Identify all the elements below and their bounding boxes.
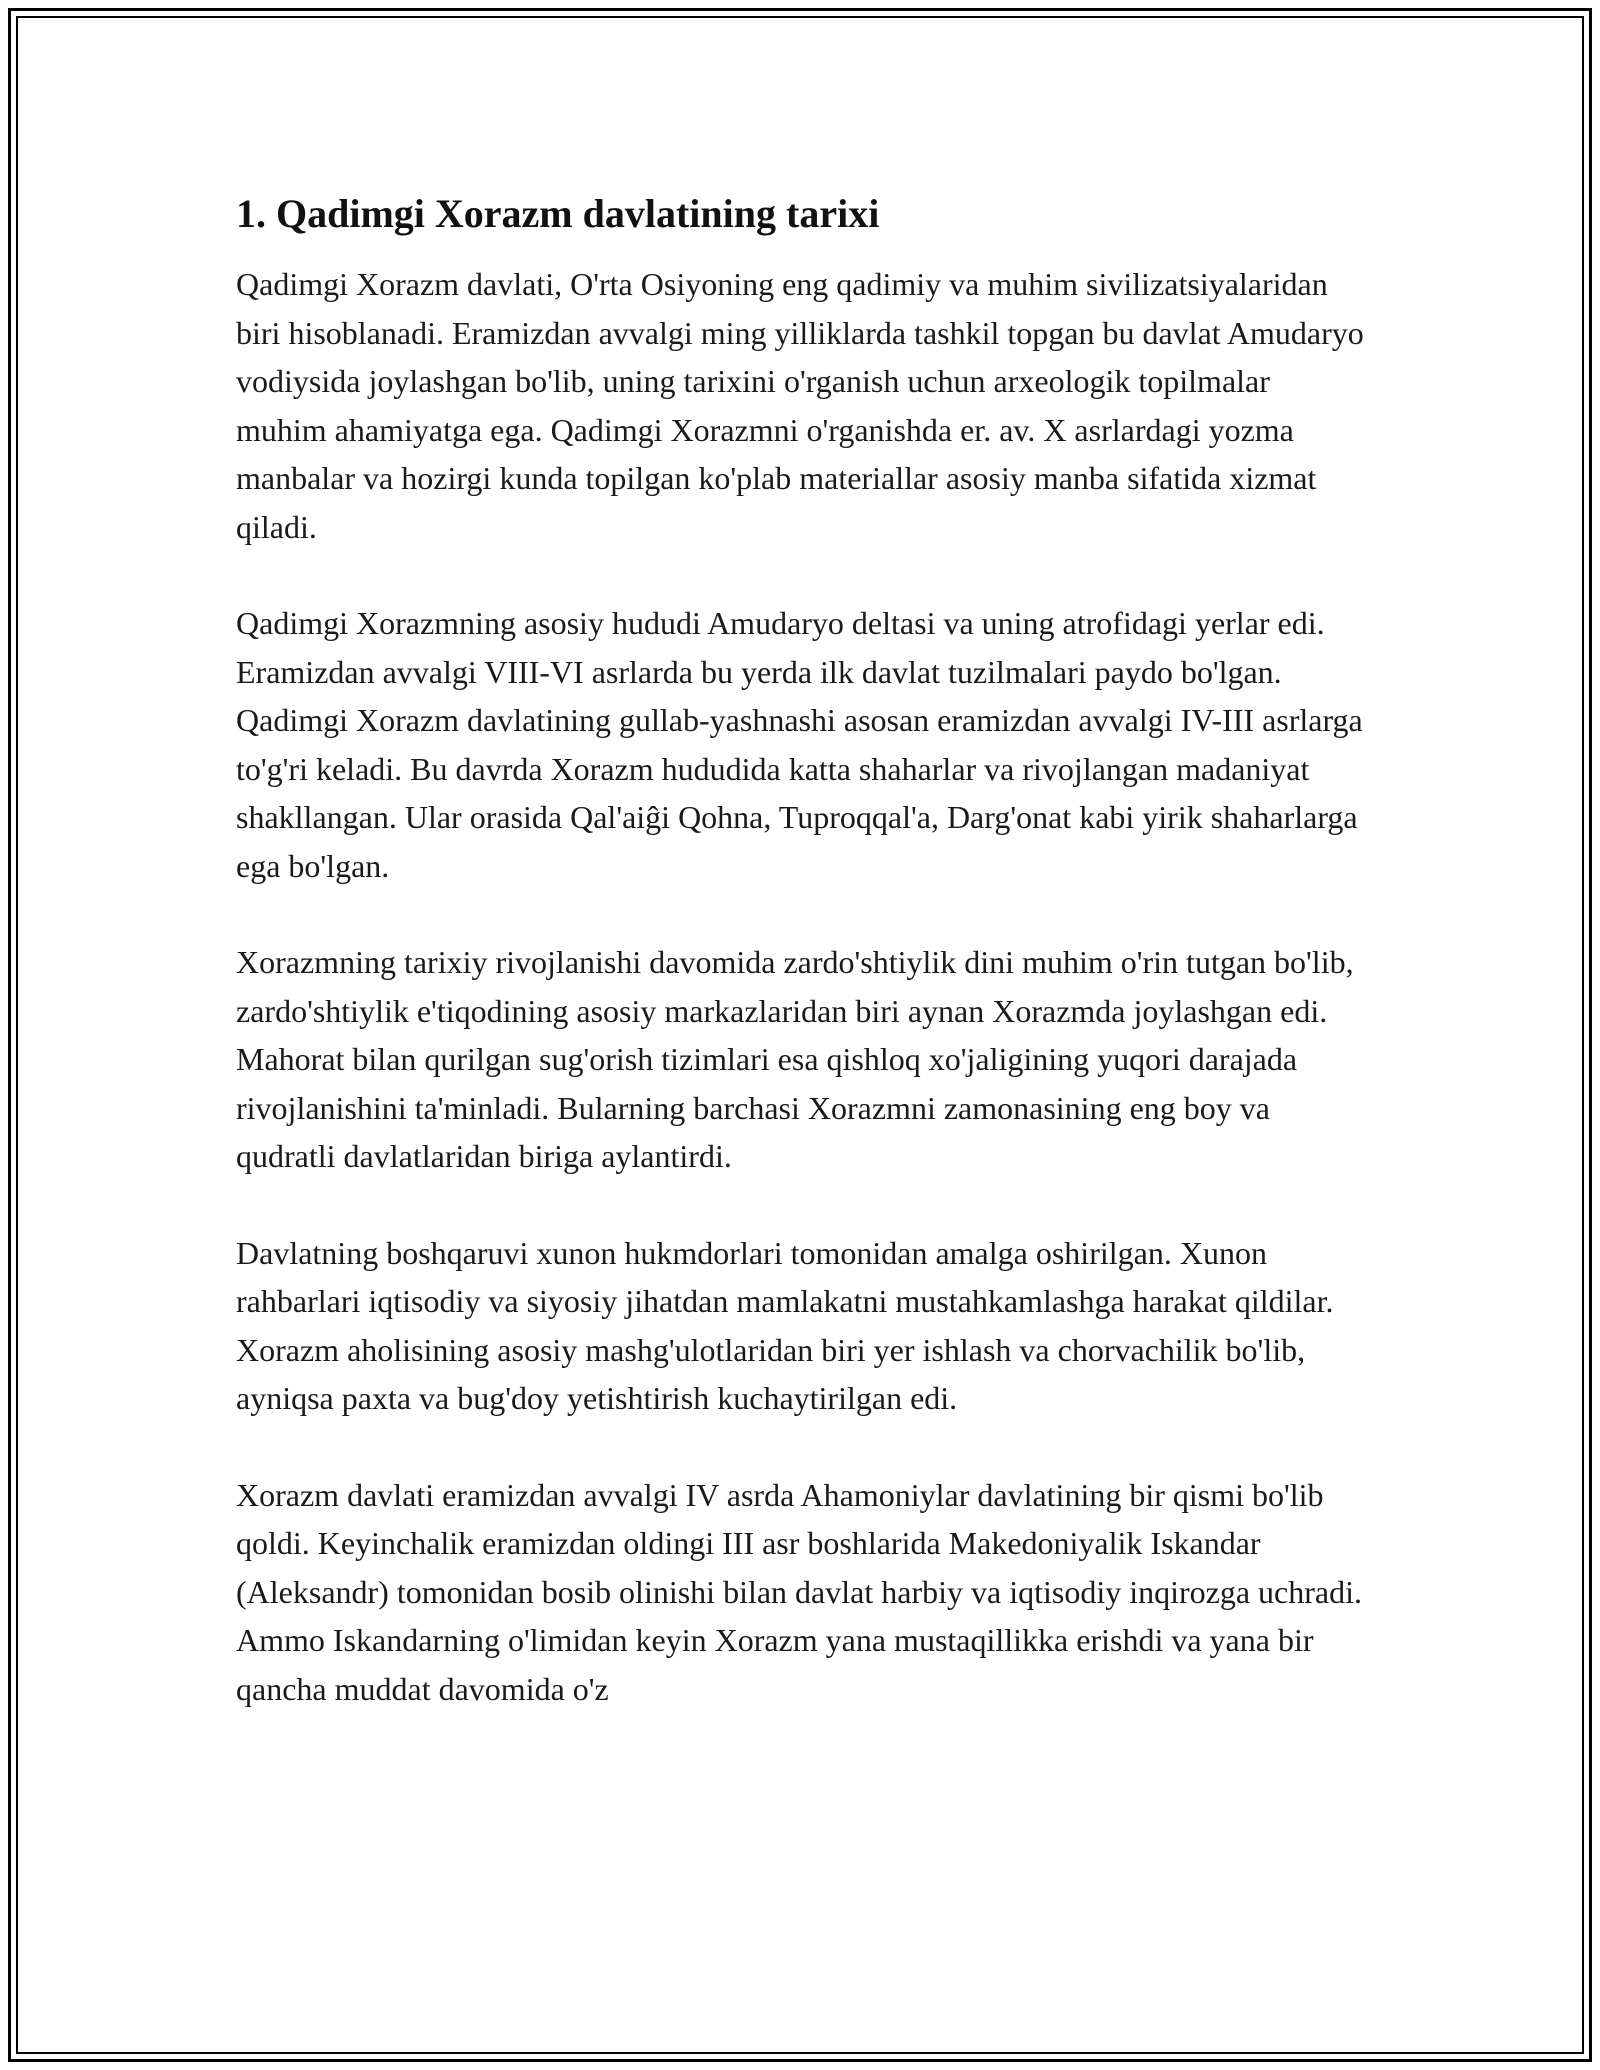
paragraph-3: Xorazmning tarixiy rivojlanishi davomida zardo'shtiylik dini muhim o'rin tutgan bo'lib, zardo'shtiylik e'tiqodining asosiy markazlaridan biri aynan Xorazmda joylashgan edi. Mahorat bilan qurilgan sug'orish tizimlari esa qishloq xo'jaligining yuqori darajada rivojlanishini ta'minladi. Bularning barchasi Xorazmni zamonasining eng boy va qudratli davlatlaridan biriga aylantirdi. bbox=[236, 944, 1354, 1174]
document-body bbox=[236, 188, 1366, 1761]
paragraph-5: Xorazm davlati eramizdan avvalgi IV asrda Ahamoniylar davlatining bir qismi bo'lib qoldi. Keyinchalik eramizdan oldingi III asr boshlarida Makedoniyalik Iskandar (Aleksandr) tomonidan bosib olinishi bilan davlat harbiy va iqtisodiy inqirozga uchradi. Ammo Iskandarning o'limidan keyin Xorazm yana mustaqillikka erishdi va yana bir qancha muddat davomida o'z bbox=[236, 1476, 1362, 1707]
paragraph-2: Qadimgi Xorazmning asosiy hududi Amudaryo deltasi va uning atrofidagi yerlar edi. Eramizdan avvalgi VIII-VI asrlarda bu yerda ilk davlat tuzilmalari paydo bo'lgan. Qadimgi Xorazm davlatining gullab-yashnashi asosan eramizdan avvalgi IV-III asrlarga to'g'ri keladi. Bu davrda Xorazm hududida katta shaharlar va rivojlangan madaniyat shakllangan. Ular orasida Qal'aiĝi Qohna, Tuproqqal'a, Darg'onat kabi yirik shaharlarga ega bo'lgan. bbox=[236, 605, 1363, 884]
section-heading: 1. Qadimgi Xorazm davlatining tarixi bbox=[236, 191, 880, 236]
paragraph-1: Qadimgi Xorazm davlati, O'rta Osiyoning eng qadimiy va muhim sivilizatsiyalaridan biri hisoblanadi. Eramizdan avvalgi ming yilliklarda tashkil topgan bu davlat Amudaryo vodiysida joylashgan bo'lib, uning tarixini o'rganish uchun arxeologik topilmalar muhim ahamiyatga ega. Qadimgi Xorazmni o'rganishda er. av. X asrlardagi yozma manbalar va hozirgi kunda topilgan ko'plab materiallar asosiy manba sifatida xizmat qiladi. bbox=[236, 266, 1364, 545]
paragraph-4: Davlatning boshqaruvi xunon hukmdorlari tomonidan amalga oshirilgan. Xunon rahbarlari iqtisodiy va siyosiy jihatdan mamlakatni mustahkamlashga harakat qildilar. Xorazm aholisining asosiy mashg'ulotlaridan biri yer ishlash va chorvachilik bo'lib, ayniqsa paxta va bug'doy yetishtirish kuchaytirilgan edi. bbox=[236, 1234, 1334, 1416]
